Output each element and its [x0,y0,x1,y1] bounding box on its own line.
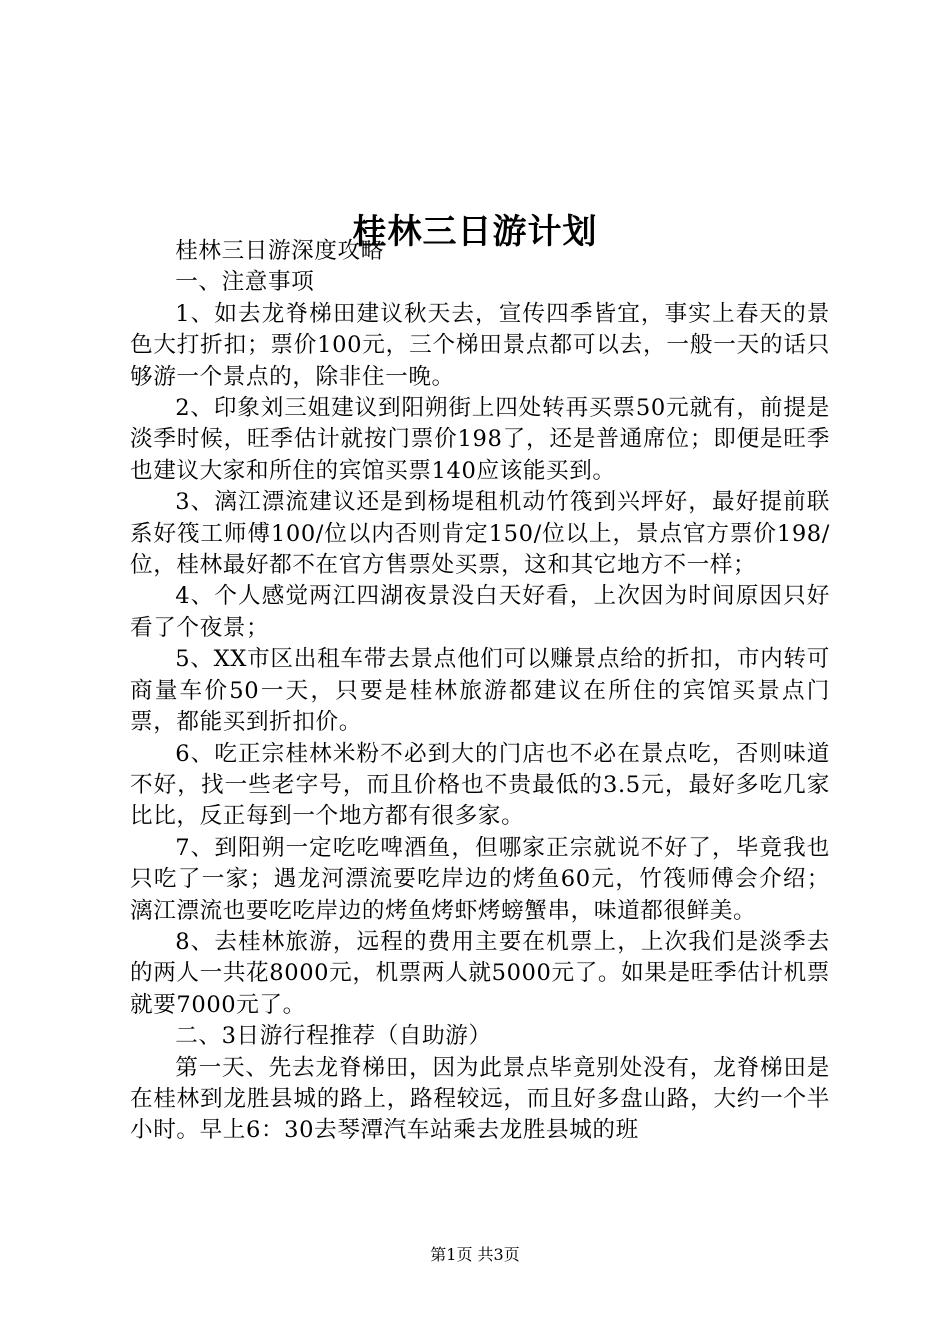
paragraph-note-1: 1、如去龙脊梯田建议秋天去，宣传四季皆宜，事实上春天的景色大打折扣；票价100元，三个梯田景点都可以去，一般一天的话只够游一个景点的，除非住一晚。 [130,300,830,390]
paragraph-note-3: 3、漓江漂流建议还是到杨堤租机动竹筏到兴坪好，最好提前联系好筏工师傅100/位以内否则肯定150/位以上，景点官方票价198/位，桂林最好都不在官方售票处买票，这和其它地方不一样； [130,489,830,579]
paragraph-note-4: 4、个人感觉两江四湖夜景没白天好看，上次因为时间原因只好看了个夜景； [130,583,830,641]
paragraph-note-6: 6、吃正宗桂林米粉不必到大的门店也不必在景点吃，否则味道不好，找一些老字号，而且价格也不贵最低的3.5元，最好多吃几家比比，反正每到一个地方都有很多家。 [130,740,830,830]
page-footer: 第1页 共3页 [430,1245,520,1264]
paragraph-day-1: 第一天、先去龙脊梯田，因为此景点毕竟别处没有，龙脊梯田是在桂林到龙胜县城的路上，路程较远，而且好多盘山路，大约一个半小时。早上6：30去琴潭汽车站乘去龙胜县城的班 [130,1054,830,1144]
document-body [130,236,830,1147]
subtitle-paragraph: 桂林三日游深度攻略 [175,238,384,264]
section-heading-notes: 一、注意事项 [175,269,315,296]
paragraph-note-7: 7、到阳朔一定吃吃啤酒鱼，但哪家正宗就说不好了，毕竟我也只吃了一家；遇龙河漂流要吃岸边的烤鱼60元，竹筏师傅会介绍；漓江漂流也要吃吃岸边的烤鱼烤虾烤螃蟹串，味道都很鲜美。 [130,834,830,924]
paragraph-note-2: 2、印象刘三姐建议到阳朔街上四处转再买票50元就有，前提是淡季时候，旺季估计就按门票价198了，还是普通席位；即便是旺季也建议大家和所住的宾馆买票140应该能买到。 [130,395,830,484]
paragraph-note-8: 8、去桂林旅游，远程的费用主要在机票上，上次我们是淡季去的两人一共花8000元，机票两人就5000元了。如果是旺季估计机票就要7000元了。 [130,928,830,1018]
section-heading-itinerary: 二、3日游行程推荐（自助游） [175,1023,492,1050]
paragraph-note-5: 5、XX市区出租车带去景点他们可以赚景点给的折扣，市内转可商量车价50一天，只要是桂林旅游都建议在所住的宾馆买景点门票，都能买到折扣价。 [130,646,830,736]
document-title: 桂林三日游计划 [352,211,598,252]
